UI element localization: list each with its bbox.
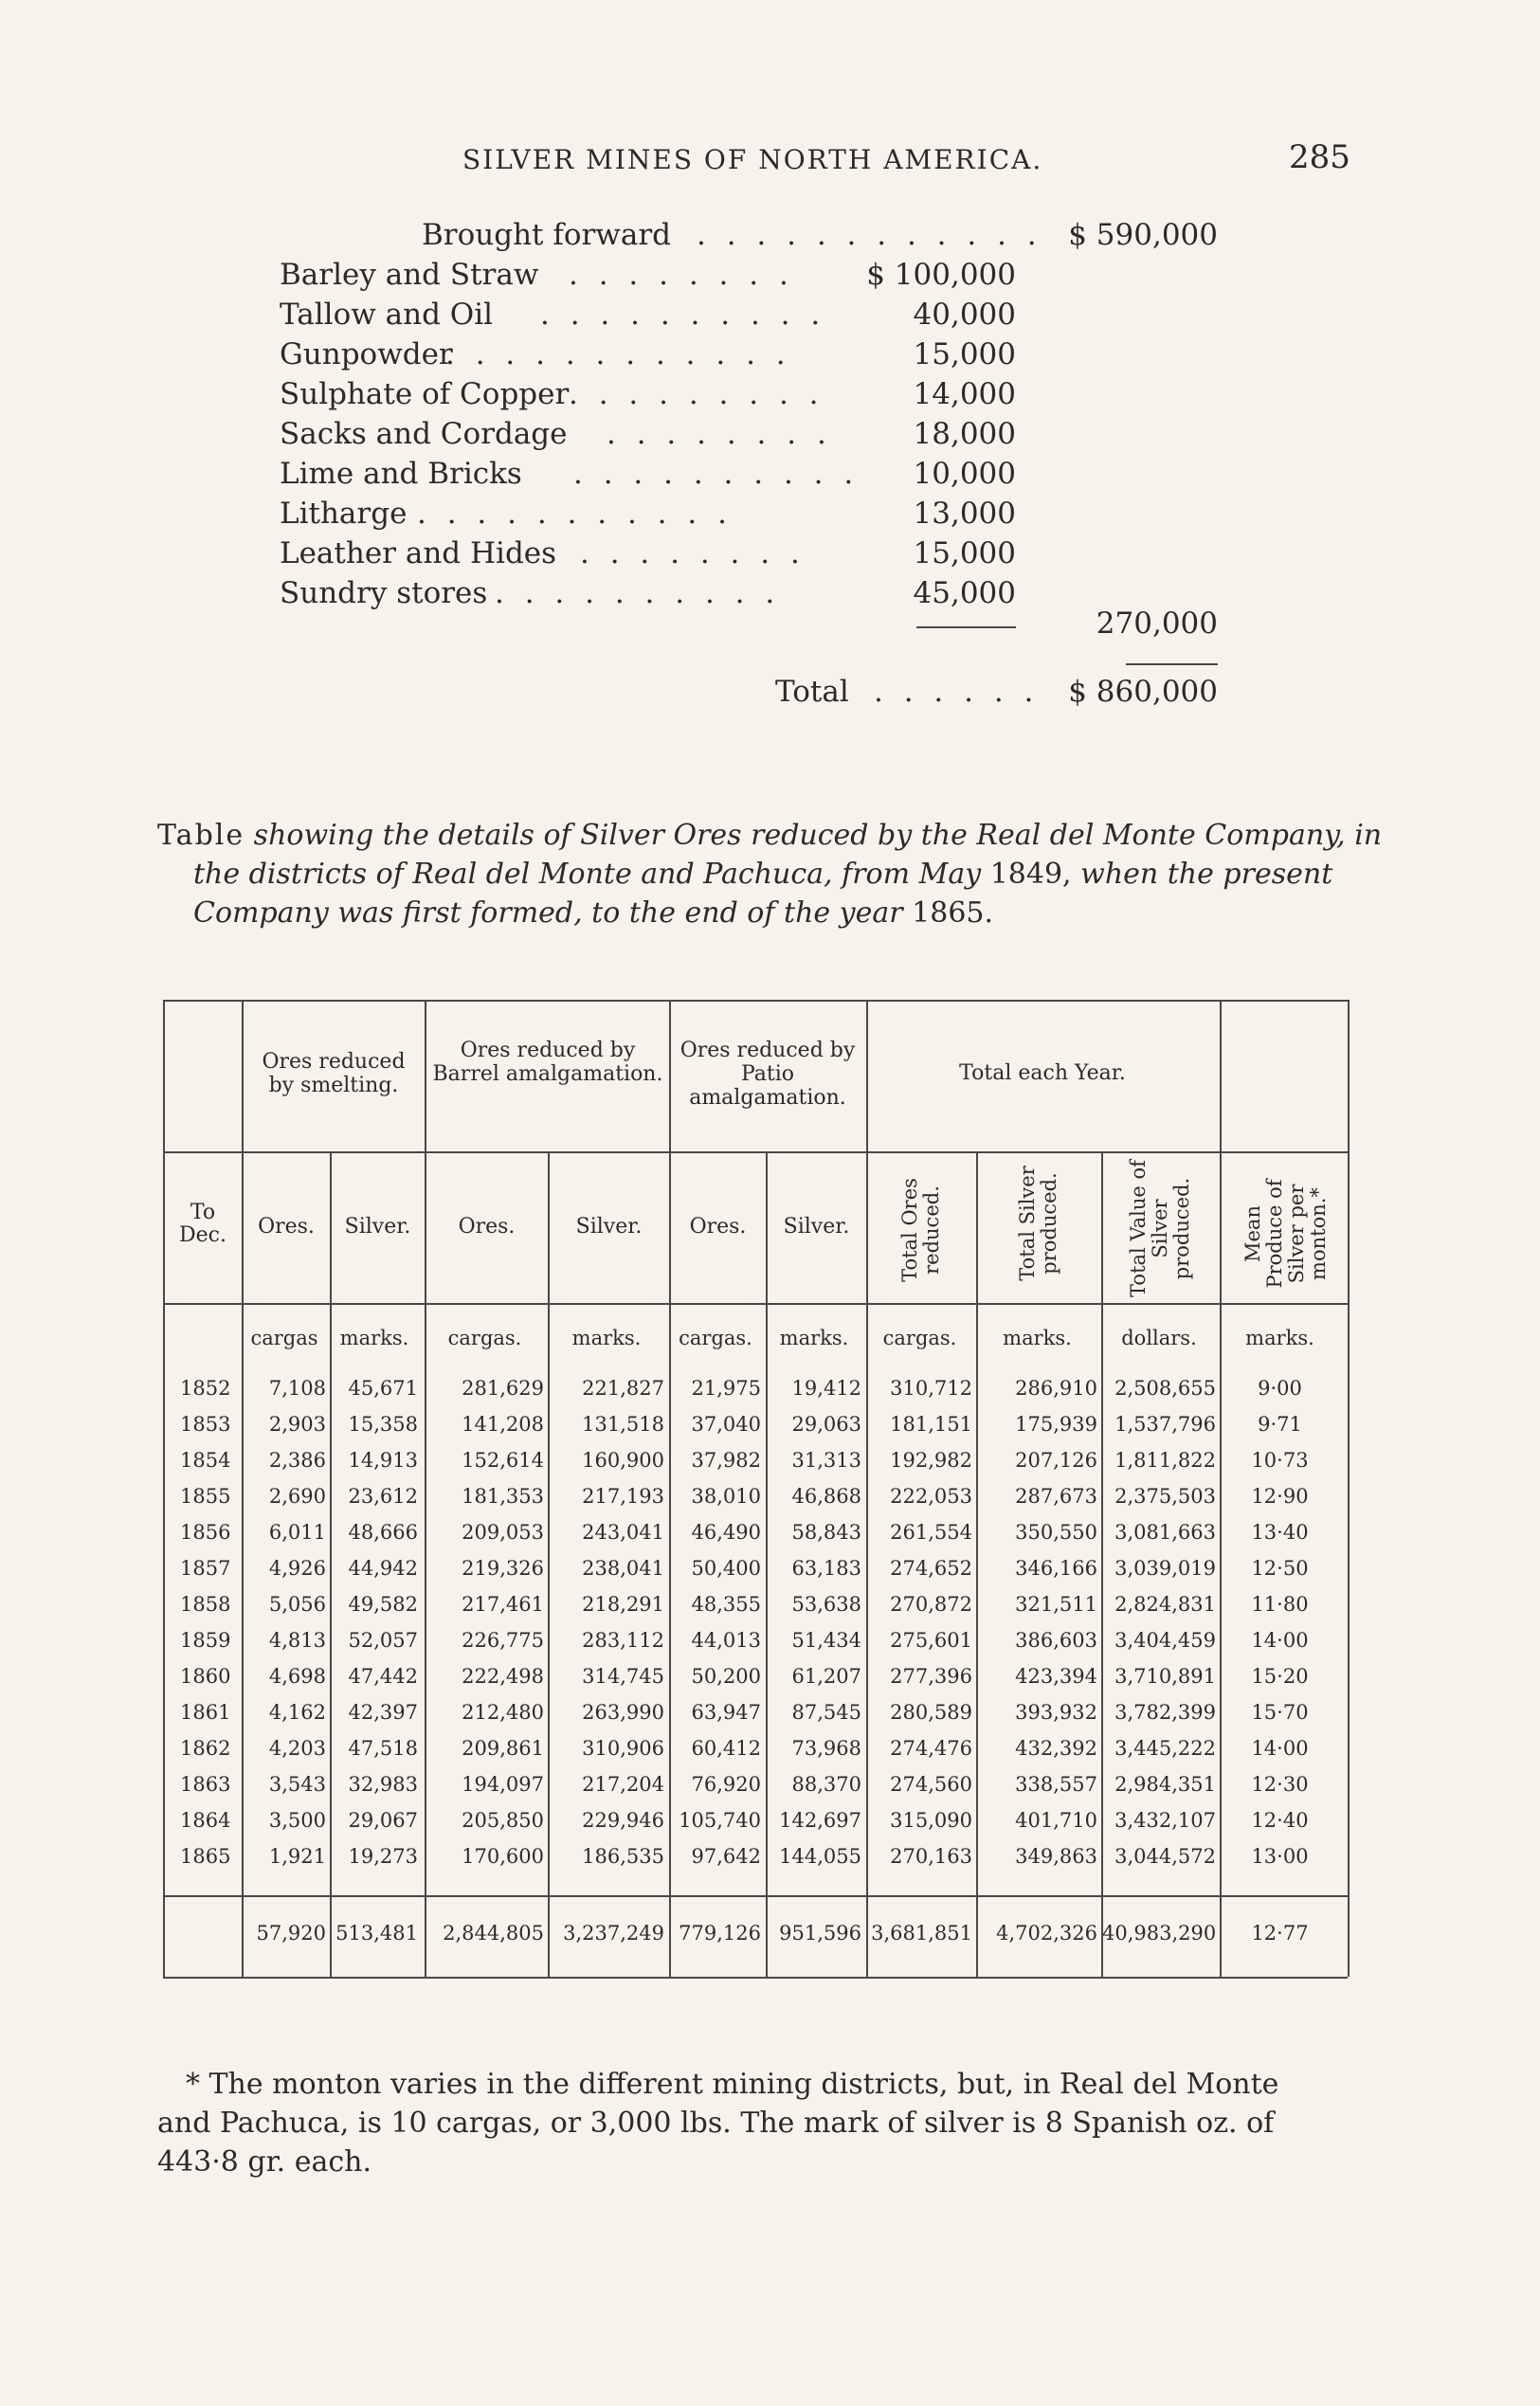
table-cell: 47,442: [348, 1665, 418, 1688]
table-cell: 15·70: [1251, 1701, 1309, 1724]
table-cell: 15·20: [1251, 1665, 1309, 1688]
table-cell: 13·40: [1251, 1521, 1309, 1544]
table-cell: 209,861: [462, 1737, 544, 1760]
leader-dots: . . . . . .: [874, 675, 1040, 709]
leader-dots: . . . . . . . . . . .: [417, 497, 733, 531]
leader-dots: . . . . . . . . . . . .: [445, 337, 791, 371]
table-cell: 275,601: [890, 1629, 972, 1652]
table-cell: 338,557: [1015, 1773, 1097, 1796]
table-cell: 44,013: [691, 1629, 761, 1652]
table-cell: 393,932: [1015, 1701, 1097, 1724]
table-cell: 280,589: [890, 1701, 972, 1724]
leader-dots: . . . . . . . . . . . .: [697, 218, 1042, 252]
caption-line-1: [157, 816, 1382, 855]
total-value: $ 860,000: [1068, 675, 1218, 709]
table-cell: 76,920: [691, 1773, 761, 1796]
table-cell: 46,868: [791, 1485, 861, 1508]
account-item-label: Barley and Straw: [280, 258, 539, 292]
table-cell: 349,863: [1015, 1845, 1097, 1868]
row-year: 1865: [180, 1845, 231, 1868]
account-item-label: Tallow and Oil: [280, 298, 494, 332]
table-cell: 186,535: [582, 1845, 664, 1868]
footnote-line-3: 443·8 gr. each.: [157, 2145, 372, 2179]
total-cell: 40,983,290: [1102, 1922, 1217, 1945]
table-cell: 3,500: [268, 1809, 326, 1832]
table-cell: 32,983: [348, 1773, 418, 1796]
table-cell: 14,913: [348, 1449, 418, 1472]
table-cell: 4,698: [268, 1665, 326, 1688]
leader-dots: . . . . . . . . .: [569, 377, 824, 411]
account-item-label: Leather and Hides: [280, 536, 557, 570]
table-cell: 194,097: [462, 1773, 544, 1796]
table-cell: 63,947: [691, 1701, 761, 1724]
caption-text: Company was first formed, to the end of the year: [193, 896, 903, 930]
table-cell: 205,850: [462, 1809, 544, 1832]
account-item-label: Litharge: [280, 497, 408, 531]
unit-label: marks.: [339, 1327, 409, 1349]
table-cell: 219,326: [462, 1557, 544, 1580]
table-cell: 3,039,019: [1114, 1557, 1216, 1580]
table-cell: 105,740: [679, 1809, 761, 1832]
table-cell: 212,480: [462, 1701, 544, 1724]
caption-lead: Table: [157, 819, 245, 852]
table-cell: 401,710: [1015, 1809, 1097, 1832]
account-item-value: 15,000: [913, 536, 1016, 570]
table-cell: 217,461: [462, 1593, 544, 1616]
account-item-value: 40,000: [913, 298, 1016, 332]
table-cell: 274,652: [890, 1557, 972, 1580]
table-cell: 386,603: [1015, 1629, 1097, 1652]
table-cell: 97,642: [691, 1845, 761, 1868]
total-cell: 12·77: [1251, 1922, 1309, 1945]
caption-year: 1849,: [989, 858, 1072, 891]
row-year: 1857: [180, 1557, 231, 1580]
table-cell: 314,745: [582, 1665, 664, 1688]
table-cell: 23,612: [348, 1485, 418, 1508]
leader-dots: . . . . . . . . . .: [540, 298, 826, 332]
table-cell: 222,053: [890, 1485, 972, 1508]
caption-text: the districts of Real del Monte and Pachuca, from May: [193, 858, 982, 891]
table-cell: 175,939: [1015, 1413, 1097, 1436]
table-cell: 31,313: [791, 1449, 861, 1472]
table-cell: 37,982: [691, 1449, 761, 1472]
total-label: Total: [775, 675, 849, 709]
table-cell: 270,872: [890, 1593, 972, 1616]
row-year: 1864: [180, 1809, 231, 1832]
caption-text: when the present: [1080, 858, 1333, 891]
table-bottom-rule: [163, 1977, 1348, 1979]
leader-dots: . . . . . . . .: [607, 417, 832, 451]
table-cell: 160,900: [582, 1449, 664, 1472]
unit-label: marks.: [1245, 1327, 1314, 1349]
table-cell: 29,067: [348, 1809, 418, 1832]
table-cell: 181,353: [462, 1485, 544, 1508]
total-cell: 57,920: [256, 1922, 326, 1945]
table-cell: 2,984,351: [1114, 1773, 1216, 1796]
table-cell: 6,011: [268, 1521, 326, 1544]
table-cell: 321,511: [1015, 1593, 1097, 1616]
table-cell: 346,166: [1015, 1557, 1097, 1580]
table-cell: 37,040: [691, 1413, 761, 1436]
account-item-value: 18,000: [913, 417, 1016, 451]
caption-text: showing the details of Silver Ores reduced by the Real del Monte Company, in: [253, 819, 1383, 852]
table-cell: 53,638: [791, 1593, 861, 1616]
table-cell: 2,375,503: [1114, 1485, 1216, 1508]
unit-label: cargas.: [882, 1327, 957, 1349]
row-year: 1862: [180, 1737, 231, 1760]
table-cell: 21,975: [691, 1377, 761, 1400]
table-cell: 2,824,831: [1114, 1593, 1216, 1616]
group-header-barrel: Ores reduced by Barrel amalgamation.: [432, 1039, 663, 1086]
table-cell: 14·00: [1251, 1629, 1309, 1652]
table-cell: 217,193: [582, 1485, 664, 1508]
table-cell: 3,432,107: [1114, 1809, 1216, 1832]
table-cell: 12·90: [1251, 1485, 1309, 1508]
table-cell: 310,712: [890, 1377, 972, 1400]
caption-line-2: [157, 855, 1382, 894]
leader-dots: . . . . . . . . . .: [495, 576, 781, 610]
table-cell: 287,673: [1015, 1485, 1097, 1508]
table-cell: 3,404,459: [1114, 1629, 1216, 1652]
table-cell: 9·71: [1258, 1413, 1302, 1436]
table-cell: 229,946: [582, 1809, 664, 1832]
table-cell: 152,614: [462, 1449, 544, 1472]
table-cell: 73,968: [791, 1737, 861, 1760]
table-cell: 3,543: [268, 1773, 326, 1796]
footnote: [157, 2065, 1278, 2181]
table-cell: 60,412: [691, 1737, 761, 1760]
col-header-silver: Silver.: [575, 1215, 643, 1239]
total-rule: [1126, 663, 1218, 665]
caption-line-3: [157, 894, 1382, 932]
account-item-label: Lime and Bricks: [280, 457, 522, 491]
table-cell: 131,518: [582, 1413, 664, 1436]
row-year: 1853: [180, 1413, 231, 1436]
row-year: 1852: [180, 1377, 231, 1400]
group-header-patio: Ores reduced by Patio amalgamation.: [679, 1039, 856, 1110]
table-cell: 218,291: [582, 1593, 664, 1616]
table-cell: 38,010: [691, 1485, 761, 1508]
account-item-value: 45,000: [913, 576, 1016, 610]
table-cell: 4,162: [268, 1701, 326, 1724]
table-cell: 45,671: [348, 1377, 418, 1400]
table-cell: 2,508,655: [1114, 1377, 1216, 1400]
col-header-silver: Silver.: [344, 1215, 411, 1239]
col-header-ores: Ores.: [458, 1215, 516, 1239]
unit-label: marks.: [571, 1327, 642, 1349]
column-divider: [1348, 1000, 1350, 1977]
table-cell: 217,204: [582, 1773, 664, 1796]
table-cell: 3,081,663: [1114, 1521, 1216, 1544]
table-cell: 286,910: [1015, 1377, 1097, 1400]
account-item-label: Sundry stores: [280, 576, 488, 610]
col-header-total-ores: Total Ores reduced.: [898, 1178, 943, 1282]
table-cell: 274,560: [890, 1773, 972, 1796]
unit-label: dollars.: [1121, 1327, 1197, 1349]
col-header-ores: Ores.: [689, 1215, 747, 1239]
table-cell: 274,476: [890, 1737, 972, 1760]
table-cell: 42,397: [348, 1701, 418, 1724]
row-year: 1861: [180, 1701, 231, 1724]
table-cell: 315,090: [890, 1809, 972, 1832]
footnote-line-2: and Pachuca, is 10 cargas, or 3,000 lbs. The mark of silver is 8 Spanish oz. of: [157, 2107, 1275, 2140]
table-cell: 2,386: [268, 1449, 326, 1472]
table-cell: 263,990: [582, 1701, 664, 1724]
row-year: 1855: [180, 1485, 231, 1508]
subtotal-value: 270,000: [1096, 606, 1218, 641]
table-cell: 283,112: [582, 1629, 664, 1652]
table-cell: 4,926: [268, 1557, 326, 1580]
table-cell: 3,782,399: [1114, 1701, 1216, 1724]
table-cell: 1,811,822: [1114, 1449, 1216, 1472]
total-cell: 513,481: [335, 1922, 418, 1945]
table-cell: 141,208: [462, 1413, 544, 1436]
subtotal-rule: [916, 626, 1016, 628]
col-header-ores: Ores.: [258, 1215, 315, 1239]
table-cell: 47,518: [348, 1737, 418, 1760]
table-cell: 238,041: [582, 1557, 664, 1580]
table-caption: [157, 816, 1382, 932]
total-cell: 2,844,805: [443, 1922, 544, 1945]
table-cell: 50,400: [691, 1557, 761, 1580]
table-cell: 11·80: [1251, 1593, 1309, 1616]
account-item-value: 13,000: [913, 497, 1016, 531]
running-head: SILVER MINES OF NORTH AMERICA.: [462, 144, 1043, 175]
table-cell: 9·00: [1258, 1377, 1302, 1400]
group-header-smelting: Ores reduced by smelting.: [262, 1050, 406, 1097]
total-cell: 3,237,249: [563, 1922, 664, 1945]
table-cell: 261,554: [890, 1521, 972, 1544]
table-cell: 14·00: [1251, 1737, 1309, 1760]
table-cell: 270,163: [890, 1845, 972, 1868]
group-header-total: Total each Year.: [959, 1061, 1126, 1085]
unit-label: cargas.: [447, 1327, 522, 1349]
row-year: 1854: [180, 1449, 231, 1472]
table-cell: 2,903: [268, 1413, 326, 1436]
unit-label: cargas.: [679, 1327, 752, 1349]
col-header-silver: Silver.: [783, 1215, 850, 1239]
table-cell: 12·50: [1251, 1557, 1309, 1580]
col-header-year: To Dec.: [179, 1201, 226, 1247]
account-item-value: 14,000: [913, 377, 1016, 411]
account-item-label: Gunpowder: [280, 337, 453, 371]
row-year: 1863: [180, 1773, 231, 1796]
table-cell: 61,207: [791, 1665, 861, 1688]
table-cell: 350,550: [1015, 1521, 1097, 1544]
caption-year: 1865.: [912, 896, 994, 930]
table-cell: 226,775: [462, 1629, 544, 1652]
table-cell: 1,921: [268, 1845, 326, 1868]
table-cell: 51,434: [791, 1629, 861, 1652]
table-cell: 63,183: [791, 1557, 861, 1580]
table-cell: 58,843: [791, 1521, 861, 1544]
col-header-total-silver: Total Silver produced.: [1016, 1166, 1060, 1281]
row-year: 1858: [180, 1593, 231, 1616]
account-item-label: Sacks and Cordage: [280, 417, 568, 451]
table-cell: 12·40: [1251, 1809, 1309, 1832]
table-cell: 88,370: [791, 1773, 861, 1796]
table-cell: 209,053: [462, 1521, 544, 1544]
row-year: 1860: [180, 1665, 231, 1688]
table-cell: 49,582: [348, 1593, 418, 1616]
table-cell: 10·73: [1251, 1449, 1309, 1472]
table-cell: 3,044,572: [1114, 1845, 1216, 1868]
table-cell: 13·00: [1251, 1845, 1309, 1868]
table-cell: 19,273: [348, 1845, 418, 1868]
leader-dots: . . . . . . . . . .: [573, 457, 860, 491]
col-header-total-value: Total Value of Silver produced.: [1127, 1160, 1193, 1297]
table-cell: 221,827: [582, 1377, 664, 1400]
table-cell: 19,412: [791, 1377, 861, 1400]
table-cell: 142,697: [779, 1809, 861, 1832]
table-cell: 192,982: [890, 1449, 972, 1472]
table-cell: 48,355: [691, 1593, 761, 1616]
table-cell: 87,545: [791, 1701, 861, 1724]
unit-label: marks.: [1003, 1327, 1072, 1349]
table-cell: 48,666: [348, 1521, 418, 1544]
table-cell: 207,126: [1015, 1449, 1097, 1472]
table-cell: 44,942: [348, 1557, 418, 1580]
page-number: 285: [1289, 138, 1350, 176]
header-rule: [163, 1151, 1348, 1153]
table-cell: 1,537,796: [1114, 1413, 1216, 1436]
table-cell: 46,490: [691, 1521, 761, 1544]
table-cell: 222,498: [462, 1665, 544, 1688]
row-year: 1856: [180, 1521, 231, 1544]
table-cell: 7,108: [268, 1377, 326, 1400]
table-cell: 52,057: [348, 1629, 418, 1652]
total-cell: 779,126: [679, 1922, 761, 1945]
leader-dots: . . . . . . . .: [580, 536, 806, 570]
table-cell: 15,358: [348, 1413, 418, 1436]
table-cell: 277,396: [890, 1665, 972, 1688]
table-cell: 144,055: [779, 1845, 861, 1868]
brought-forward-label: Brought forward: [422, 218, 671, 252]
total-cell: 3,681,851: [871, 1922, 972, 1945]
table-cell: 310,906: [582, 1737, 664, 1760]
account-item-value: 10,000: [913, 457, 1016, 491]
unit-label: cargas: [250, 1327, 318, 1349]
table-cell: 50,200: [691, 1665, 761, 1688]
table-cell: 4,203: [268, 1737, 326, 1760]
row-year: 1859: [180, 1629, 231, 1652]
total-cell: 951,596: [779, 1922, 861, 1945]
account-item-value: $ 100,000: [866, 258, 1016, 292]
table-cell: 423,394: [1015, 1665, 1097, 1688]
table-cell: 170,600: [462, 1845, 544, 1868]
table-cell: 12·30: [1251, 1773, 1309, 1796]
table-cell: 5,056: [268, 1593, 326, 1616]
table-top-rule: [163, 1000, 1348, 1002]
col-header-mean-produce: Mean Produce of Silver per monton.*: [1241, 1179, 1330, 1289]
table-cell: 181,151: [890, 1413, 972, 1436]
totals-rule: [163, 1895, 1348, 1897]
column-divider: [163, 1000, 165, 1977]
table-cell: 29,063: [791, 1413, 861, 1436]
table-cell: 2,690: [268, 1485, 326, 1508]
table-cell: 3,445,222: [1114, 1737, 1216, 1760]
table-cell: 4,813: [268, 1629, 326, 1652]
subheader-rule: [163, 1303, 1348, 1305]
leader-dots: . . . . . . . .: [569, 258, 794, 292]
table-cell: 3,710,891: [1114, 1665, 1216, 1688]
brought-forward-value: $ 590,000: [1068, 218, 1218, 252]
table-cell: 432,392: [1015, 1737, 1097, 1760]
unit-label: marks.: [779, 1327, 849, 1349]
table-cell: 243,041: [582, 1521, 664, 1544]
account-item-value: 15,000: [913, 337, 1016, 371]
footnote-line-1: * The monton varies in the different mining districts, but, in Real del Monte: [186, 2068, 1279, 2101]
total-cell: 4,702,326: [996, 1922, 1097, 1945]
account-item-label: Sulphate of Copper: [280, 377, 570, 411]
table-cell: 281,629: [462, 1377, 544, 1400]
